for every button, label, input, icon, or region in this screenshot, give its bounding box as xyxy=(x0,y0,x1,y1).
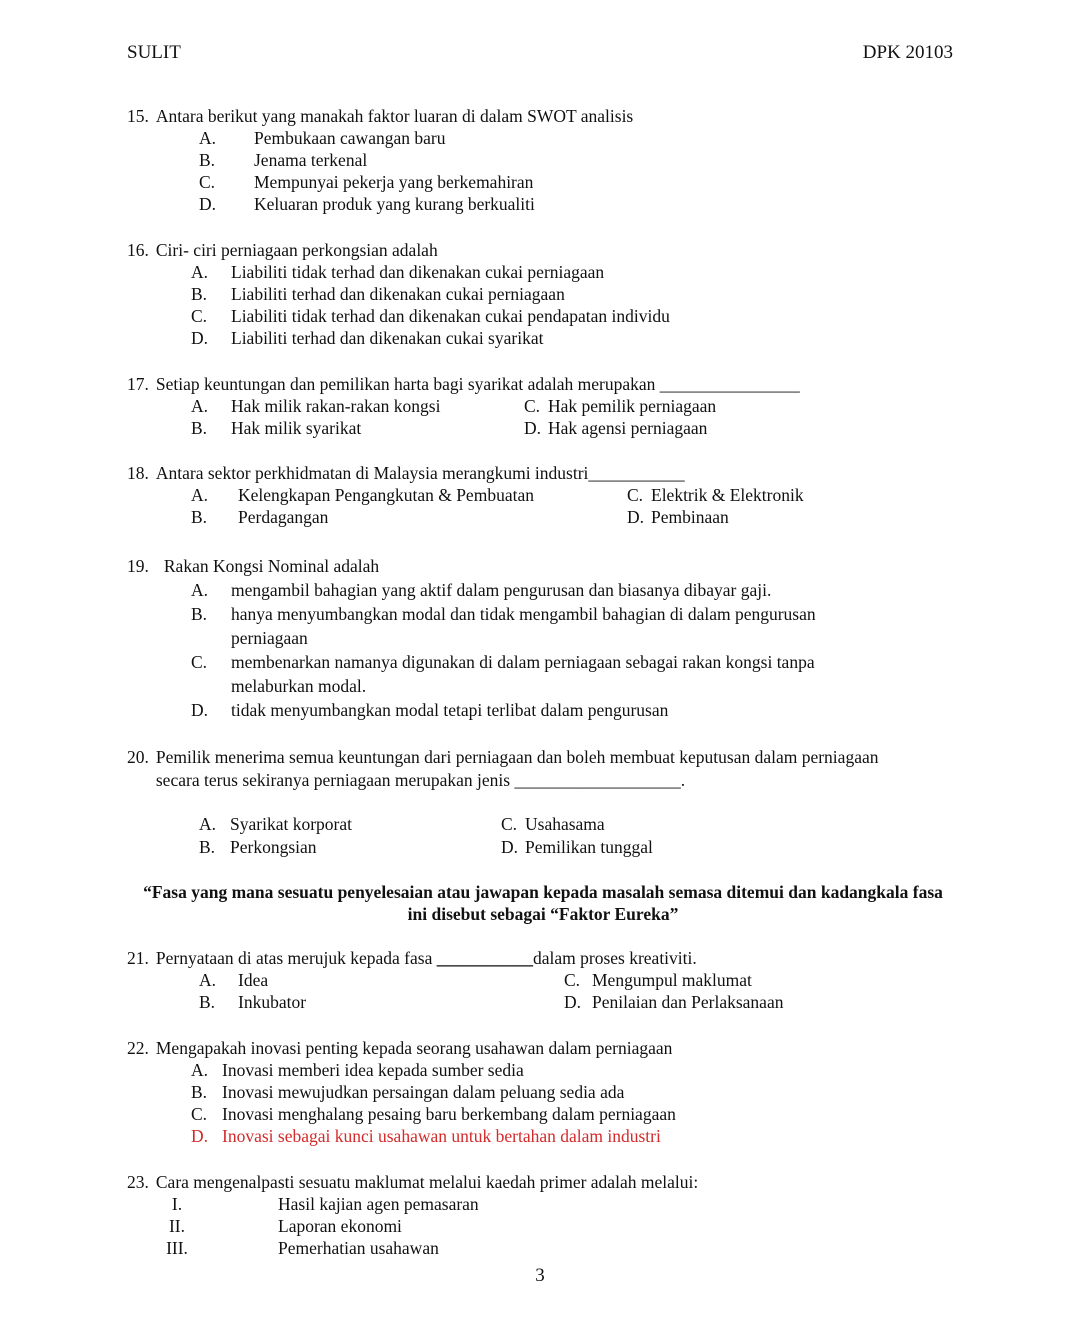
option-letter: C. xyxy=(191,652,208,672)
option-letter: D. xyxy=(627,507,645,527)
option-letter: B. xyxy=(191,604,208,624)
question-text: Setiap keuntungan dan pemilikan harta bagi syarikat adalah merupakan ________________ xyxy=(155,374,800,394)
option-text: Liabiliti tidak terhad dan dikenakan cukai pendapatan individu xyxy=(231,306,670,326)
option-text: Elektrik & Elektronik xyxy=(651,485,804,505)
option-text: Inovasi sebagai kunci usahawan untuk bertahan dalam industri xyxy=(222,1126,661,1146)
option-text: Perdagangan xyxy=(238,507,329,527)
question-16 xyxy=(127,239,957,349)
option-text: Mengumpul maklumat xyxy=(592,970,752,990)
option-text: hanya menyumbangkan modal dan tidak mengambil bahagian di dalam pengurusan perniagaan xyxy=(231,604,816,648)
option-text: Perkongsian xyxy=(230,837,317,857)
option-text: Liabiliti terhad dan dikenakan cukai syarikat xyxy=(231,328,544,348)
option-text: membenarkan namanya digunakan di dalam perniagaan sebagai rakan kongsi tanpa melaburkan modal. xyxy=(231,652,815,696)
option-letter: B. xyxy=(191,418,208,438)
answer-blank: ___________ xyxy=(436,948,533,968)
question-text: Pemilik menerima semua keuntungan dari perniagaan dan boleh membuat keputusan dalam perniagaan secara terus sekiranya perniagaan merupakan jenis ___________________. xyxy=(155,747,879,790)
option-text: Hak milik syarikat xyxy=(231,418,362,438)
option-letter: D. xyxy=(524,418,542,438)
option-letter: C. xyxy=(627,485,644,505)
question-number: 18. xyxy=(127,463,149,483)
option-letter: B. xyxy=(199,837,216,857)
option-letter: B. xyxy=(199,992,216,1012)
option-letter: D. xyxy=(191,700,209,720)
option-text: Liabiliti terhad dan dikenakan cukai perniagaan xyxy=(231,284,565,304)
option-text: Inovasi memberi idea kepada sumber sedia xyxy=(222,1060,524,1080)
option-letter: D. xyxy=(191,328,209,348)
option-text: tidak menyumbangkan modal tetapi terlibat dalam pengurusan xyxy=(231,700,669,720)
option-letter: D. xyxy=(199,194,217,214)
question-text: Antara berikut yang manakah faktor luaran di dalam SWOT analisis xyxy=(155,106,634,126)
question-23 xyxy=(127,1171,957,1259)
question-19 xyxy=(127,554,957,722)
option-text: Hak pemilik perniagaan xyxy=(548,396,717,416)
option-text: mengambil bahagian yang aktif dalam pengurusan dan biasanya dibayar gaji. xyxy=(231,580,772,600)
option-text: Pemilikan tunggal xyxy=(525,837,653,857)
option-text: Hak agensi perniagaan xyxy=(548,418,708,438)
option-letter: C. xyxy=(524,396,541,416)
option-text: Inkubator xyxy=(238,992,307,1012)
scenario-quote: “Fasa yang mana sesuatu penyelesaian atau jawapan kepada masalah semasa ditemui dan kadangkala fasa ini disebut sebagai “Faktor Eureka” xyxy=(143,882,943,924)
option-letter: D. xyxy=(564,992,582,1012)
question-number: 23. xyxy=(127,1172,149,1192)
option-text: Inovasi menghalang pesaing baru berkembang dalam perniagaan xyxy=(222,1104,676,1124)
option-text: Pembinaan xyxy=(651,507,729,527)
header-left: SULIT xyxy=(127,42,181,63)
question-text-end: dalam proses kreativiti. xyxy=(532,948,697,968)
question-number: 21. xyxy=(127,948,149,968)
option-text: Keluaran produk yang kurang berkualiti xyxy=(254,194,535,214)
option-letter: A. xyxy=(199,128,217,148)
option-letter: B. xyxy=(191,284,208,304)
question-21 xyxy=(127,947,957,1013)
option-text: Syarikat korporat xyxy=(230,814,352,834)
option-text: Jenama terkenal xyxy=(254,150,368,170)
option-text: Penilaian dan Perlaksanaan xyxy=(592,992,784,1012)
option-letter: B. xyxy=(191,507,208,527)
question-22 xyxy=(127,1037,957,1147)
question-text: Antara sektor perkhidmatan di Malaysia merangkumi industri___________ xyxy=(155,463,685,483)
option-letter: A. xyxy=(199,970,217,990)
item-numeral: II. xyxy=(168,1216,186,1236)
highlighted-answer xyxy=(191,1125,957,1147)
question-text: Rakan Kongsi Nominal adalah xyxy=(163,556,380,576)
item-numeral: III. xyxy=(166,1238,188,1258)
option-letter: C. xyxy=(191,1104,208,1124)
question-text: Mengapakah inovasi penting kepada seorang usahawan dalam perniagaan xyxy=(155,1038,673,1058)
question-18 xyxy=(127,462,957,528)
option-text: Liabiliti tidak terhad dan dikenakan cukai perniagaan xyxy=(231,262,605,282)
item-text: Hasil kajian agen pemasaran xyxy=(278,1194,479,1214)
question-number: 20. xyxy=(127,747,149,767)
option-letter: B. xyxy=(199,150,216,170)
option-text: Inovasi mewujudkan persaingan dalam peluang sedia ada xyxy=(222,1082,625,1102)
option-text: Idea xyxy=(238,970,269,990)
option-letter: A. xyxy=(191,1060,209,1080)
option-letter: A. xyxy=(191,485,209,505)
option-letter: C. xyxy=(191,306,208,326)
option-letter: D. xyxy=(501,837,519,857)
question-text: Ciri- ciri perniagaan perkongsian adalah xyxy=(155,240,438,260)
option-text: Kelengkapan Pengangkutan & Pembuatan xyxy=(238,485,534,505)
question-number: 15. xyxy=(127,106,149,126)
option-letter: C. xyxy=(199,172,216,192)
question-17 xyxy=(127,373,957,439)
item-text: Pemerhatian usahawan xyxy=(278,1238,439,1258)
question-15 xyxy=(127,105,957,215)
item-numeral: I. xyxy=(171,1194,183,1214)
option-letter: A. xyxy=(199,814,217,834)
option-text: Mempunyai pekerja yang berkemahiran xyxy=(254,172,534,192)
option-letter: A. xyxy=(191,262,209,282)
question-number: 17. xyxy=(127,374,149,394)
option-letter: A. xyxy=(191,580,209,600)
question-number: 16. xyxy=(127,240,149,260)
item-text: Laporan ekonomi xyxy=(278,1216,402,1236)
question-text: Pernyataan di atas merujuk kepada fasa xyxy=(155,948,437,968)
option-letter: C. xyxy=(564,970,581,990)
page-number: 3 xyxy=(535,1265,545,1286)
option-letter: D. xyxy=(191,1126,209,1146)
option-text: Pembukaan cawangan baru xyxy=(254,128,446,148)
option-letter: A. xyxy=(191,396,209,416)
option-text: Hak milik rakan-rakan kongsi xyxy=(231,396,441,416)
option-letter: C. xyxy=(501,814,518,834)
option-letter: B. xyxy=(191,1082,208,1102)
option-text: Usahasama xyxy=(525,814,605,834)
question-number: 22. xyxy=(127,1038,149,1058)
question-text: Cara mengenalpasti sesuatu maklumat melalui kaedah primer adalah melalui: xyxy=(155,1172,699,1192)
question-number: 19. xyxy=(127,556,149,576)
question-20 xyxy=(127,746,957,859)
header-right: DPK 20103 xyxy=(862,42,953,63)
